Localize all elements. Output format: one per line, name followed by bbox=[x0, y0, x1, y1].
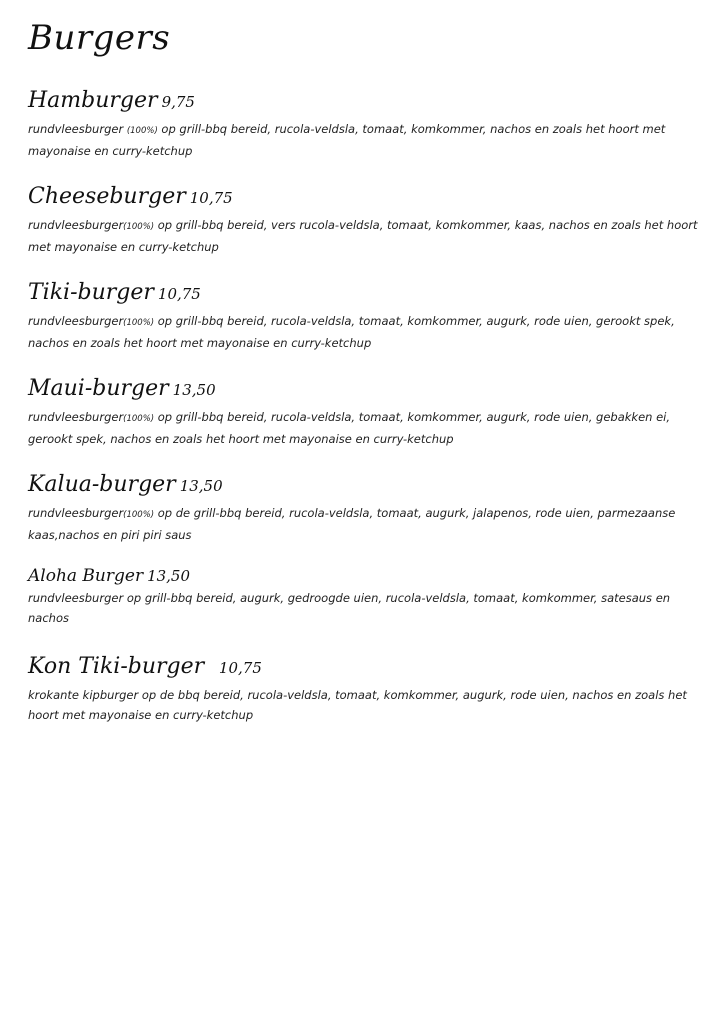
item-price: 10,75 bbox=[214, 659, 262, 677]
item-price: 13,50 bbox=[147, 567, 191, 585]
item-meat-note: (100%) bbox=[123, 414, 155, 424]
item-description bbox=[28, 503, 700, 545]
item-description bbox=[28, 119, 700, 161]
item-name: Hamburger bbox=[28, 88, 158, 113]
menu-item-hamburger bbox=[28, 88, 700, 161]
item-description bbox=[28, 588, 700, 628]
item-description-text: op grill-bbq bereid, rucola-veldsla, tomaat, komkommer, augurk, rode uien, gerookt spek, nachos en zoals het hoort met mayonaise en curry-ketchup bbox=[28, 314, 675, 350]
item-description-text: op de grill-bbq bereid, rucola-veldsla, tomaat, augurk, jalapenos, rode uien, parmezaanse kaas,nachos en piri piri saus bbox=[28, 506, 676, 542]
item-price: 13,50 bbox=[172, 381, 216, 399]
menu-item-aloha-burger bbox=[28, 566, 700, 628]
page-title: Burgers bbox=[28, 18, 171, 58]
item-name: Kalua-burger bbox=[28, 472, 176, 497]
item-heading bbox=[28, 472, 700, 497]
item-name: Aloha Burger bbox=[28, 566, 144, 586]
item-description bbox=[28, 311, 700, 353]
item-description-text: rundvleesburger bbox=[28, 122, 127, 136]
item-description bbox=[28, 407, 700, 449]
item-heading bbox=[28, 88, 700, 113]
item-price: 10,75 bbox=[157, 285, 201, 303]
menu-item-kon-tiki-burger bbox=[28, 654, 700, 725]
item-meat-note: (100%) bbox=[123, 318, 155, 328]
item-heading bbox=[28, 376, 700, 401]
item-name: Kon Tiki-burger bbox=[28, 654, 205, 679]
item-description-text: rundvleesburger bbox=[28, 314, 124, 328]
menu-item-tiki-burger bbox=[28, 280, 700, 353]
item-description-text: rundvleesburger bbox=[28, 410, 124, 424]
item-heading bbox=[28, 280, 700, 305]
item-description bbox=[28, 685, 700, 725]
item-heading bbox=[28, 184, 700, 209]
item-meat-note: (100%) bbox=[123, 222, 155, 232]
item-description-text: rundvleesburger bbox=[28, 218, 124, 232]
item-name: Maui-burger bbox=[28, 376, 169, 401]
item-price: 9,75 bbox=[161, 93, 195, 111]
item-heading bbox=[28, 566, 700, 586]
item-name: Cheeseburger bbox=[28, 184, 186, 209]
item-description bbox=[28, 215, 700, 257]
menu-item-cheeseburger bbox=[28, 184, 700, 257]
menu-item-kalua-burger bbox=[28, 472, 700, 545]
item-description-text: rundvleesburger bbox=[28, 506, 124, 520]
item-meat-note: (100%) bbox=[123, 510, 155, 520]
item-price: 10,75 bbox=[189, 189, 233, 207]
item-description-text: rundvleesburger op grill-bbq bereid, augurk, gedroogde uien, rucola-veldsla, tomaat, komkommer, satesaus en nachos bbox=[28, 591, 671, 625]
item-description-text: op grill-bbq bereid, rucola-veldsla, tomaat, komkommer, augurk, rode uien, gebakken ei, gerookt spek, nachos en zoals het hoort met mayonaise en curry-ketchup bbox=[28, 410, 671, 446]
item-description-text: op grill-bbq bereid, vers rucola-veldsla, tomaat, komkommer, kaas, nachos en zoals het hoort met mayonaise en curry-ketchup bbox=[28, 218, 698, 254]
item-description-text: op grill-bbq bereid, rucola-veldsla, tomaat, komkommer, nachos en zoals het hoort met mayonaise en curry-ketchup bbox=[28, 122, 666, 158]
menu-item-maui-burger bbox=[28, 376, 700, 449]
item-price: 13,50 bbox=[179, 477, 223, 495]
item-name: Tiki-burger bbox=[28, 280, 154, 305]
item-heading bbox=[28, 654, 700, 679]
item-description-text: krokante kipburger op de bbq bereid, rucola-veldsla, tomaat, komkommer, augurk, rode uien, nachos en zoals het hoort met mayonaise en curry-ketchup bbox=[28, 688, 687, 722]
item-meat-note: (100%) bbox=[126, 126, 158, 136]
